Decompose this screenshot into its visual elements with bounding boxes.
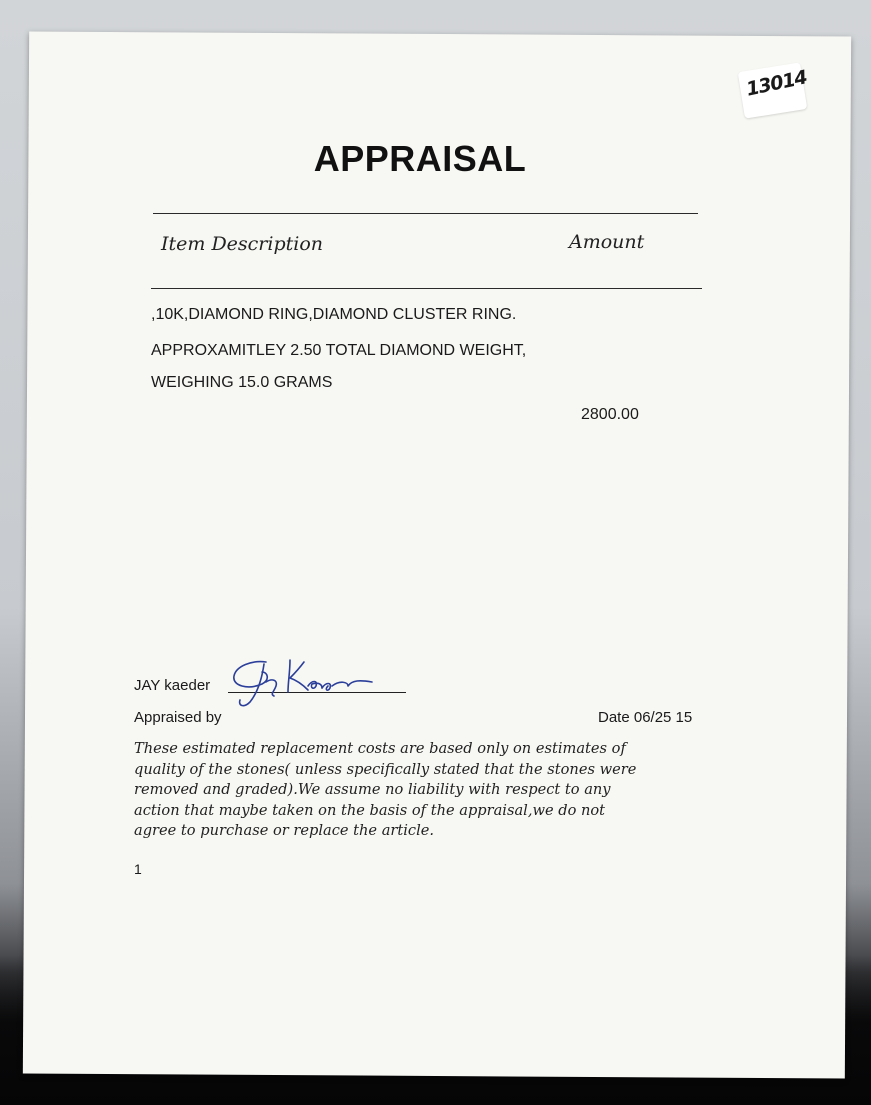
appraised-by-label: Appraised by [134,709,222,726]
disclaimer-line: removed and graded).We assume no liability with respect to any [134,781,611,798]
disclaimer-text [134,739,734,842]
item-description-line-3: WEIGHING 15.0 GRAMS [151,374,333,391]
disclaimer-line: These estimated replacement costs are based only on estimates of [134,740,626,757]
header-top-rule [153,213,698,214]
amount-header: Amount [569,231,645,253]
item-description-header: Item Description [161,233,324,255]
appraiser-name: JAY kaeder [134,677,211,694]
item-description-line-2: APPROXAMITLEY 2.50 TOTAL DIAMOND WEIGHT, [151,342,527,359]
disclaimer-line: quality of the stones( unless specifically stated that the stones were [134,760,637,778]
document-title: APPRAISAL [313,138,527,179]
header-bottom-rule [151,288,702,289]
disclaimer-line: agree to purchase or replace the article. [134,822,435,839]
inventory-sticker-number: 13014 [744,66,809,101]
handwritten-signature [222,652,382,710]
disclaimer-line: action that maybe taken on the basis of the appraisal,we do not [134,801,606,819]
appraisal-date: Date 06/25 15 [598,709,693,726]
appraised-amount: 2800.00 [581,406,639,423]
page-number: 1 [134,861,142,877]
item-description-line-1: ,10K,DIAMOND RING,DIAMOND CLUSTER RING. [151,306,517,323]
appraisal-sheet [23,31,851,1078]
